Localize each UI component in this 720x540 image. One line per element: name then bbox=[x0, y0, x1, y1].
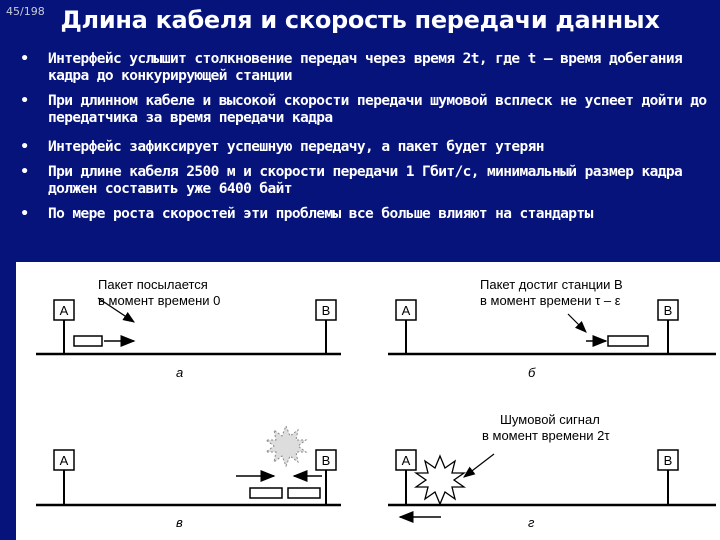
panel-letter: в bbox=[176, 515, 183, 530]
station-a-label: A bbox=[59, 453, 69, 468]
collision-burst-icon bbox=[266, 426, 306, 466]
station-a-label: A bbox=[401, 303, 411, 318]
panel-a bbox=[36, 277, 341, 380]
pointer-arrow bbox=[464, 454, 494, 477]
bullet-item bbox=[20, 93, 714, 127]
panel-b bbox=[388, 277, 716, 380]
station-b-label: B bbox=[321, 453, 331, 468]
bullet-marker: • bbox=[20, 51, 29, 67]
panel-d bbox=[388, 412, 716, 530]
panel-letter: б bbox=[528, 365, 536, 380]
caption-line1: Шумовой сигнал bbox=[500, 412, 600, 427]
bullet-text: Интерфейс зафиксирует успешную передачу, а пакет будет утерян bbox=[48, 139, 544, 155]
caption-line2: в момент времени 2τ bbox=[482, 428, 610, 443]
packet bbox=[250, 488, 282, 498]
packet bbox=[288, 488, 320, 498]
bullet-marker: • bbox=[20, 164, 29, 180]
bullet-marker: • bbox=[20, 93, 29, 109]
collision-diagram bbox=[16, 262, 720, 540]
panel-c bbox=[36, 426, 341, 530]
bullet-marker: • bbox=[20, 139, 29, 155]
station-a-label: A bbox=[59, 303, 69, 318]
station-a-label: A bbox=[401, 453, 411, 468]
panel-letter: г bbox=[528, 515, 535, 530]
station-b-label: B bbox=[663, 303, 673, 318]
slide-title: Длина кабеля и скорость передачи данных bbox=[60, 6, 660, 34]
caption-line2: в момент времени τ – ε bbox=[480, 293, 621, 308]
bullet-item bbox=[20, 206, 714, 223]
pointer-arrow bbox=[568, 314, 586, 332]
bullet-marker: • bbox=[20, 206, 29, 222]
station-b-label: B bbox=[663, 453, 673, 468]
bullet-list bbox=[20, 51, 714, 231]
caption-line1: Пакет достиг станции В bbox=[480, 277, 623, 292]
packet bbox=[74, 336, 102, 346]
noise-burst-icon bbox=[416, 456, 464, 504]
bullet-text: При длинном кабеле и высокой скорости передачи шумовой всплеск не успеет дойти до передатчика за время передачи кадра bbox=[48, 93, 707, 126]
caption-line1: Пакет посылается bbox=[98, 277, 208, 292]
bullet-item bbox=[20, 51, 714, 85]
slide-counter: 45/198 bbox=[6, 5, 45, 18]
bullet-text: При длине кабеля 2500 м и скорости передачи 1 Гбит/с, минимальный размер кадра должен составить уже 6400 байт bbox=[48, 164, 683, 197]
diagram-svg bbox=[16, 262, 720, 540]
station-b-label: B bbox=[321, 303, 331, 318]
panel-letter: а bbox=[176, 365, 184, 380]
bullet-item bbox=[20, 164, 714, 198]
packet bbox=[608, 336, 648, 346]
caption-line2: в момент времени 0 bbox=[98, 293, 221, 308]
bullet-text: По мере роста скоростей эти проблемы все больше влияют на стандарты bbox=[48, 206, 593, 222]
bullet-item bbox=[20, 139, 714, 156]
bullet-text: Интерфейс услышит столкновение передач через время 2t, где t — время добегания кадра до конкурирующей станции bbox=[48, 51, 683, 84]
